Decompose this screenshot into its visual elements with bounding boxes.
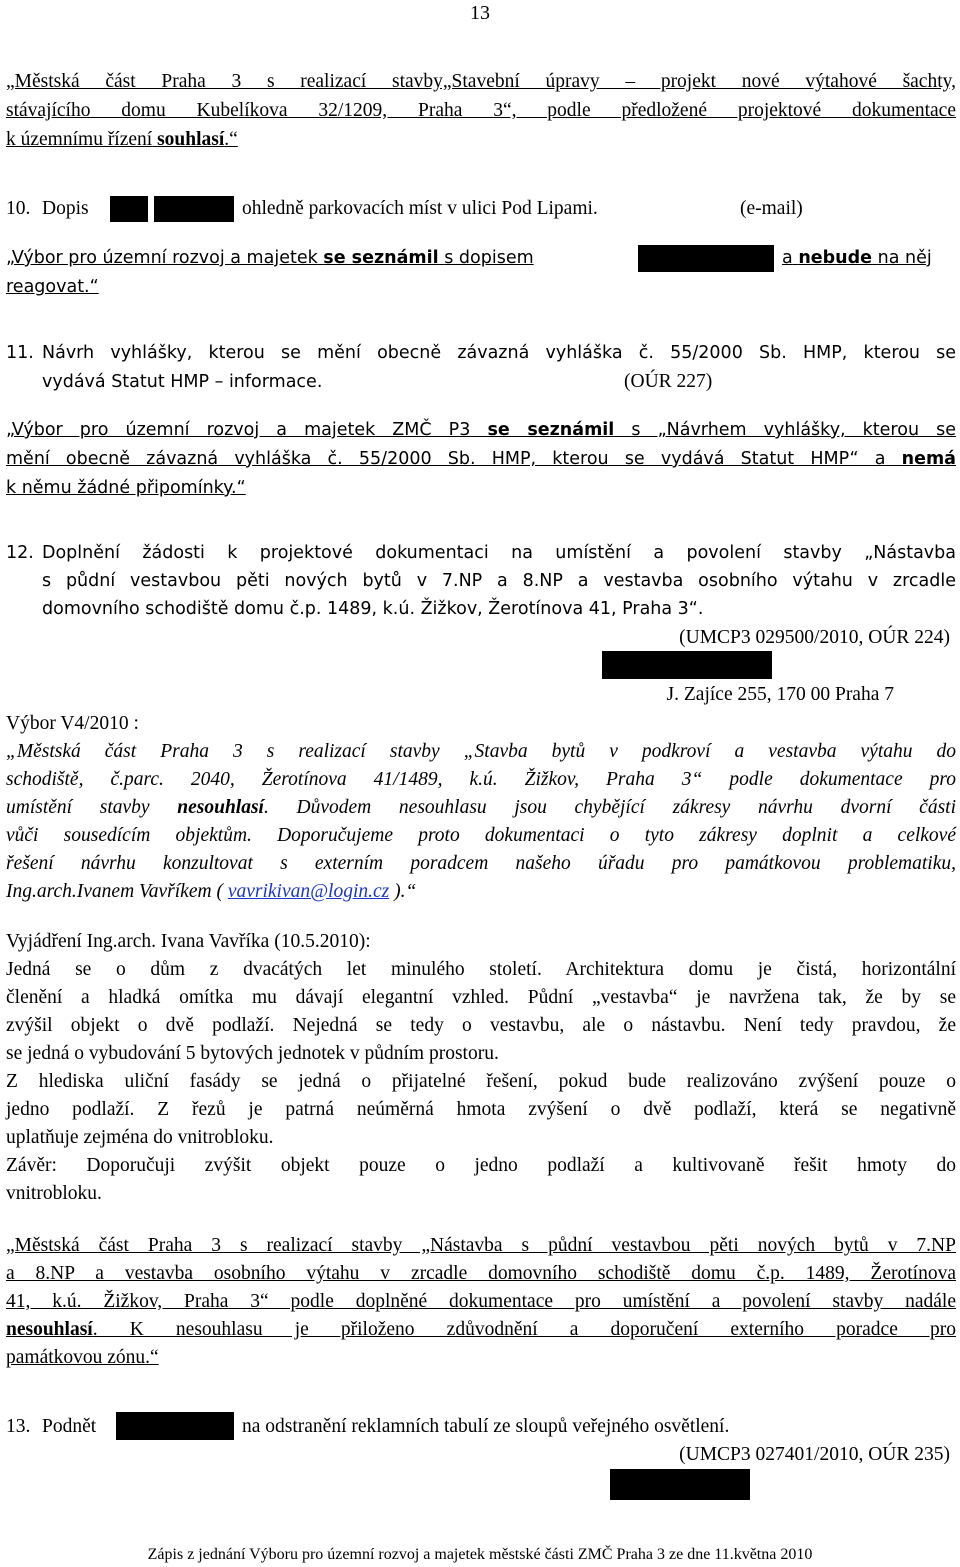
- opinion-text: uplatňuje zejména do vnitrobloku.: [6, 1127, 274, 1148]
- committee-text: umístění stavby nesouhlasí. Důvodem nesouhlasu jsou chybějící zákresy návrhu dvorní části: [6, 797, 956, 818]
- page-number: 13: [470, 2, 490, 24]
- item-title: domovního schodiště domu č.p. 1489, k.ú. Žižkov, Žerotínova 41, Praha 3“.: [42, 599, 704, 619]
- item-number: 11.: [6, 343, 34, 363]
- opinion-text: Jedná se o dům z dvacátých let minulého století. Architektura domu je čistá, horizontální: [6, 959, 956, 980]
- resolution-line: 41, k.ú. Žižkov, Praha 3“ podle doplněné dokumentace pro umístění a povolení stavby nadále: [6, 1291, 956, 1312]
- opinion-text: jedno podlaží. Z řezů je patrná neúměrná hmota zvýšení o dvě podlaží, která se negativně: [6, 1099, 956, 1120]
- item-number: 12.: [6, 543, 34, 563]
- item-title: Dopis: [42, 198, 89, 219]
- source-ref: (UMCP3 029500/2010, OÚR 224): [679, 627, 950, 648]
- item-title: Doplnění žádosti k projektové dokumentaci na umístění a povolení stavby „Nástavba: [42, 543, 956, 563]
- opinion-text: Z hlediska uliční fasády se jedná o přijatelné řešení, pokud bude realizováno zvýšení pouze o: [6, 1071, 956, 1092]
- page-footer: Zápis z jednání Výboru pro územní rozvoj a majetek městské části ZMČ Praha 3 ze dne 11.května 2010: [147, 1546, 813, 1563]
- item-number: 10.: [6, 198, 31, 219]
- committee-text: schodiště, č.parc. 2040, Žerotínova 41/1489, k.ú. Žižkov, Praha 3“ podle dokumentace pro: [6, 769, 956, 790]
- resolution-line: „Městská část Praha 3 s realizací stavby„Stavební úpravy – projekt nové výtahové šachty,: [6, 71, 956, 92]
- source-ref: (UMCP3 027401/2010, OÚR 235): [679, 1444, 950, 1465]
- resolution-line: „Výbor pro územní rozvoj a majetek se seznámil s dopisem: [6, 248, 534, 268]
- item-title: s půdní vestavbou pěti nových bytů v 7.NP a 8.NP a vestavba osobního výtahu v zrcadle: [42, 571, 956, 591]
- resolution-line: nesouhlasí. K nesouhlasu je přiloženo zdůvodnění a doporučení externího poradce pro: [6, 1319, 956, 1340]
- address: J. Zajíce 255, 170 00 Praha 7: [666, 684, 894, 705]
- item-title: Podnět: [42, 1416, 97, 1437]
- redaction-bar: [110, 196, 148, 222]
- resolution-line: mění obecně závazná vyhláška č. 55/2000 Sb. HMP, kterou se vydává Statut HMP“ a nemá: [6, 449, 956, 469]
- resolution-line: reagovat.“: [6, 277, 99, 297]
- resolution-line: k územnímu řízení souhlasí.“: [6, 129, 238, 150]
- opinion-text: se jedná o vybudování 5 bytových jednotek v půdním prostoru.: [6, 1043, 499, 1064]
- email-link[interactable]: vavrikivan@login.cz: [227, 881, 390, 902]
- resolution-line: „Výbor pro územní rozvoj a majetek ZMČ P3 se seznámil s „Návrhem vyhlášky, kterou se: [6, 420, 956, 440]
- source-ref: (e-mail): [740, 198, 803, 219]
- opinion-heading: Vyjádření Ing.arch. Ivana Vavříka (10.5.2010):: [6, 931, 371, 952]
- resolution-line: k němu žádné připomínky.“: [6, 478, 246, 498]
- committee-text: Ing.arch.Ivanem Vavříkem ( vavrikivan@login.cz ).“: [6, 881, 417, 902]
- source-ref: (OÚR 227): [624, 371, 713, 392]
- opinion-text: vnitrobloku.: [6, 1183, 102, 1204]
- resolution-line: a 8.NP a vestavba osobního výtahu v zrcadle domovního schodiště domu č.p. 1489, Žerotínova: [6, 1263, 956, 1284]
- committee-text: „Městská část Praha 3 s realizací stavby „Stavba bytů v podkroví a vestavba výtahu do: [6, 741, 956, 762]
- committee-heading: Výbor V4/2010 :: [6, 713, 139, 734]
- resolution-line: stávajícího domu Kubelíkova 32/1209, Praha 3“, podle předložené projektové dokumentace: [6, 100, 956, 121]
- redaction-bar: [610, 1469, 750, 1500]
- item-title: ohledně parkovacích míst v ulici Pod Lipami.: [242, 198, 598, 219]
- committee-text: vůči sousedícím objektům. Doporučujeme proto dokumentaci o tyto zákresy doplnit a celkové: [6, 825, 956, 846]
- redaction-bar: [116, 1412, 234, 1440]
- resolution-line: památkovou zónu.“: [6, 1347, 159, 1368]
- opinion-text: Závěr: Doporučuji zvýšit objekt pouze o jedno podlaží a kultivovaně řešit hmoty do: [6, 1155, 956, 1176]
- item-title: vydává Statut HMP – informace.: [42, 372, 323, 392]
- item-title: na odstranění reklamních tabulí ze sloupů veřejného osvětlení.: [242, 1416, 730, 1437]
- opinion-text: zvýšil objekt o dvě podlaží. Nejedná se tedy o vestavbu, ale o nástavbu. Není tedy pravdou, že: [6, 1015, 956, 1036]
- redaction-bar: [602, 651, 772, 679]
- item-number: 13.: [6, 1416, 31, 1437]
- redaction-bar: [154, 196, 234, 222]
- committee-text: řešení návrhu konzultovat s externím poradcem našeho úřadu pro památkovou problematiku,: [6, 853, 956, 874]
- redaction-bar: [638, 245, 774, 272]
- resolution-line: a nebude na něj: [782, 248, 932, 268]
- resolution-line: „Městská část Praha 3 s realizací stavby „Nástavba s půdní vestavbou pěti nových bytů v 7.NP: [6, 1235, 956, 1256]
- item-title: Návrh vyhlášky, kterou se mění obecně závazná vyhláška č. 55/2000 Sb. HMP, kterou se: [42, 343, 956, 363]
- opinion-text: členění a hladká omítka mu dávají elegantní vzhled. Půdní „vestavba“ je navržena tak, že by se: [6, 987, 956, 1008]
